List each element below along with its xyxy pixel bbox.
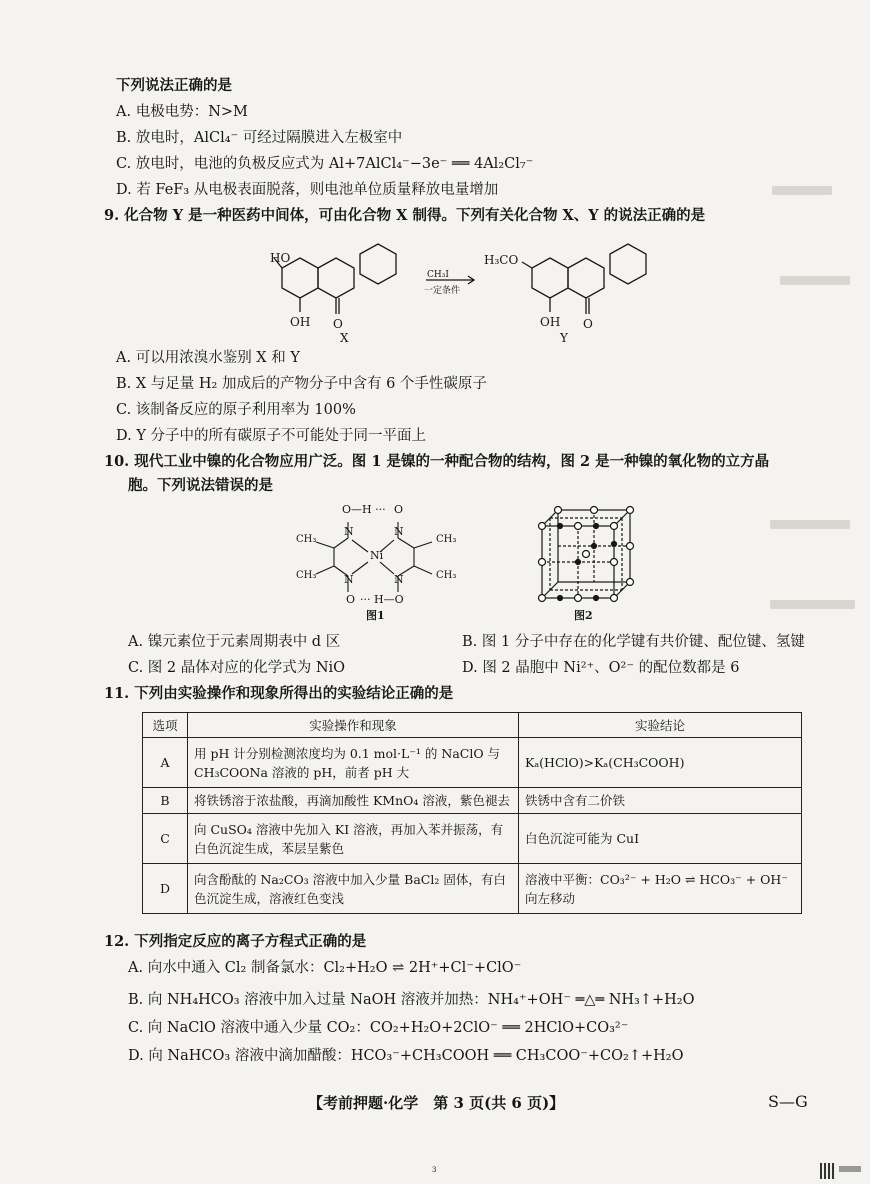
row-operation: 向含酚酞的 Na₂CO₃ 溶液中加入少量 BaCl₂ 固体，有白色沉淀生成，溶液红色变浅: [188, 864, 519, 914]
q8-option-b: B. 放电时，AlCl₄⁻ 可经过隔膜进入左极室中: [116, 130, 403, 146]
bleed-mark: [770, 600, 855, 609]
figure-2-crystal-cell: [530, 500, 640, 610]
page-footer-title: 【考前押题·化学 第 3 页(共 6 页)】: [308, 1094, 565, 1112]
ch3-top-left: CH₃: [296, 534, 317, 545]
q9-option-b: B. X 与足量 H₂ 加成后的产物分子中含有 6 个手性碳原子: [116, 376, 487, 392]
q9-stem: 9. 化合物 Y 是一种医药中间体，可由化合物 X 制得。下列有关化合物 X、Y 的说法正确的是: [104, 207, 706, 224]
hbond-bottom: ··· H—O: [360, 593, 404, 606]
header-conclusion: 实验结论: [519, 713, 802, 738]
paper-code: S—G: [768, 1092, 808, 1111]
ch3-bottom-right: CH₃: [436, 570, 457, 581]
table-row: [143, 814, 802, 864]
bleed-mark: [780, 276, 850, 285]
experiment-table: [142, 712, 802, 914]
bleed-mark: [772, 186, 832, 195]
q10-option-c: C. 图 2 晶体对应的化学式为 NiO: [128, 660, 346, 676]
y-top-group: H₃CO: [484, 253, 519, 267]
arrow-reagent: CH₃I: [427, 270, 449, 280]
q9-option-d: D. Y 分子中的所有碳原子不可能处于同一平面上: [116, 428, 427, 444]
x-label: X: [340, 331, 349, 345]
q12-option-d: D. 向 NaHCO₃ 溶液中滴加醋酸：HCO₃⁻+CH₃COOH ══ CH₃COO⁻+CO₂↑+H₂O: [128, 1048, 684, 1064]
arrow-condition: 一定条件: [424, 286, 461, 296]
row-conclusion: 白色沉淀可能为 CuI: [519, 814, 802, 864]
molecule-y: [522, 244, 646, 314]
header-operation: 实验操作和现象: [188, 713, 519, 738]
q8-stem: 下列说法正确的是: [116, 77, 232, 94]
row-option: B: [143, 788, 188, 814]
o-top-right: O: [394, 503, 404, 516]
row-conclusion: Kₐ(HClO)>Kₐ(CH₃COOH): [519, 738, 802, 788]
q10-stem-line1: 10. 现代工业中镍的化合物应用广泛。图 1 是镍的一种配合物的结构，图 2 是一种镍的氧化物的立方晶: [104, 453, 770, 470]
n-bottom-right: N: [394, 573, 404, 586]
q8-option-a: A. 电极电势：N>M: [116, 104, 248, 120]
hbond-top: O—H ···: [342, 503, 386, 516]
q9-option-c: C. 该制备反应的原子利用率为 100%: [116, 402, 356, 418]
q12-option-b: B. 向 NH₄HCO₃ 溶液中加入过量 NaOH 溶液并加热：NH₄⁺+OH⁻ ═△═ NH₃↑+H₂O: [128, 992, 695, 1008]
table-row: [143, 864, 802, 914]
ch3-bottom-left: CH₃: [296, 570, 317, 581]
q10-stem-line2: 胞。下列说法错误的是: [128, 477, 273, 494]
x-top-group: HO: [270, 251, 291, 265]
q10-option-b: B. 图 1 分子中存在的化学键有共价键、配位键、氢键: [462, 634, 805, 650]
q9-option-a: A. 可以用浓溴水鉴别 X 和 Y: [116, 350, 300, 366]
q8-option-d: D. 若 FeF₃ 从电极表面脱落，则电池单位质量释放电量增加: [116, 182, 499, 198]
molecule-x: [274, 244, 396, 314]
table-row: [143, 738, 802, 788]
qr-code-icon: [820, 1163, 836, 1179]
row-conclusion: 铁锈中含有二价铁: [519, 788, 802, 814]
figure-1-caption: 图1: [366, 609, 385, 622]
q9-reaction-scheme: [260, 236, 680, 346]
row-option: A: [143, 738, 188, 788]
q12-stem: 12. 下列指定反应的离子方程式正确的是: [104, 933, 367, 950]
q11-stem: 11. 下列由实验操作和现象所得出的实验结论正确的是: [104, 685, 454, 702]
page-number: 3: [432, 1166, 437, 1174]
table-header-row: [143, 713, 802, 738]
q10-option-a: A. 镍元素位于元素周期表中 d 区: [128, 634, 341, 650]
table-row: [143, 788, 802, 814]
n-top-right: N: [394, 525, 404, 538]
q12-option-a: A. 向水中通入 Cl₂ 制备氯水：Cl₂+H₂O ⇌ 2H⁺+Cl⁻+ClO⁻: [128, 960, 522, 976]
x-carbonyl: O: [333, 317, 343, 331]
row-option: D: [143, 864, 188, 914]
row-operation: 向 CuSO₄ 溶液中先加入 KI 溶液，再加入苯并振荡，有白色沉淀生成，苯层呈紫色: [188, 814, 519, 864]
q10-option-d: D. 图 2 晶胞中 Ni²⁺、O²⁻ 的配位数都是 6: [462, 660, 740, 676]
figure-2-caption: 图2: [574, 609, 593, 622]
ch3-top-right: CH₃: [436, 534, 457, 545]
row-option: C: [143, 814, 188, 864]
y-carbonyl: O: [583, 317, 593, 331]
ni-center: Ni: [370, 549, 384, 562]
watermark-logo: [839, 1166, 861, 1172]
y-label: Y: [560, 331, 568, 345]
bleed-mark: [770, 520, 850, 529]
row-operation: 用 pH 计分别检测浓度均为 0.1 mol·L⁻¹ 的 NaClO 与 CH₃COONa 溶液的 pH，前者 pH 大: [188, 738, 519, 788]
n-bottom-left: N: [344, 573, 354, 586]
x-bottom-group: OH: [290, 315, 311, 329]
n-top-left: N: [344, 525, 354, 538]
q12-option-c: C. 向 NaClO 溶液中通入少量 CO₂：CO₂+H₂O+2ClO⁻ ══ 2HClO+CO₃²⁻: [128, 1020, 629, 1036]
row-operation: 将铁锈溶于浓盐酸，再滴加酸性 KMnO₄ 溶液，紫色褪去: [188, 788, 519, 814]
o-bottom-left: O: [346, 593, 356, 606]
header-option: 选项: [143, 713, 188, 738]
q8-option-c: C. 放电时，电池的负极反应式为 Al+7AlCl₄⁻−3e⁻ ══ 4Al₂Cl₇⁻: [116, 156, 534, 172]
row-conclusion: 溶液中平衡：CO₃²⁻ + H₂O ⇌ HCO₃⁻ + OH⁻ 向左移动: [519, 864, 802, 914]
y-bottom-group: OH: [540, 315, 561, 329]
